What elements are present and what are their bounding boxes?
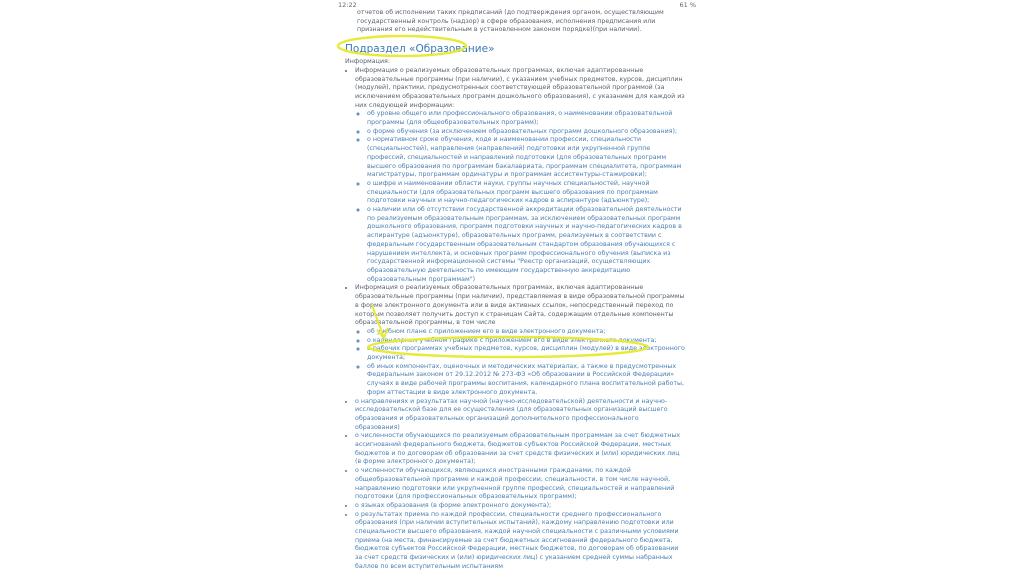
list-item [355,467,685,502]
list-item-text: о численности обучающихся, являющихся иностранными гражданами, по каждой общеобразовательной программе и каждой профессии, специальности, в том числе научной, направлению подготовки или укрупненной группе профессий, специальностей и направлений подготовки (для профессиональных образовательных программ); [355,467,675,501]
status-bar [338,0,696,9]
info-label: Информация: [345,58,390,66]
info-list [345,67,685,572]
list-item [355,284,685,397]
sub-list-item[interactable]: ◦ о шифре и наименовании области науки, группы научных специальностей, научной специальности (для образовательных программ высшего образования по программам подготовки научных и научно-педагогических кадров в аспирантуре (адъюнктуре); [367,180,685,206]
list-item [355,67,685,285]
sub-list-item[interactable]: ◦ о рабочих программах учебных предметов, курсов, дисциплин (модулей) в виде электронного документа; [367,345,685,362]
sub-list-item[interactable]: ◦ о нормативном сроке обучения, коде и наименовании профессии, специальности (специальностей), направления (направлений) подготовки или укрупненной группе профессий, специальностей и направлений подготовки (для образовательных программ высшего образования по программам бакалавриата, программам специалитета, программам магистратуры, программам ординатуры и программам ассистентуры-стажировки); [367,136,685,180]
document [345,9,685,572]
list-item-text: о направлениях и результатах научной (научно-исследовательской) деятельности и научно-исследовательской базе для ее осуществления (для образовательных организаций высшего образования и образовательных организаций дополнительного профессионального образования) [355,397,668,431]
list-item-text: о численности обучающихся по реализуемым образовательным программам за счет бюджетных ассигнований федерального бюджета, бюджетов субъектов Российской Федерации, местных бюджетов и по договорам об образовании за счет средств физических и (или) юридических лиц (в форме электронного документа); [355,432,681,466]
battery-level: 61 % [679,1,696,9]
list-item-text: Информация о реализуемых образовательных программах, включая адаптированные образовательные программы (при наличии), представляемая в виде образовательной программы в форме электронного документа или в виде активных ссылок, непосредственный переход по которым позволяет получить доступ к страницам Сайта, содержащим отдельные компоненты образовательной программы, в том числе [355,284,685,327]
intro-text: отчетов об исполнении таких предписаний (до подтверждения органом, осуществляющим государственный контроль (надзор) в сфере образования, исполнения предписания или признания его недействительным в установленном законом порядке)(при наличии). [357,9,664,34]
sub-list-item[interactable]: ◦ о форме обучения (за исключением образовательных программ дошкольного образования); [367,128,685,137]
list-item [355,502,685,511]
list-item [355,432,685,467]
sub-list [355,110,685,284]
list-item-text: Информация о реализуемых образовательных программах, включая адаптированные образовательные программы (при наличии), с указанием учебных предметов, курсов, дисциплин (модулей), практики, предусмотренных соответствующей образовательной программой (за исключением образовательных программ дошкольного образования), с указанием для каждой из них следующей информации: [355,66,685,109]
list-item-text: о языках образования (в форме электронного документа); [355,501,552,509]
status-time: 12:22 [338,1,357,9]
sub-list-item[interactable]: ◦ о календарном учебном графике с приложением его в виде электронного документа; [367,337,685,346]
list-item [355,398,685,433]
sub-list [355,328,685,398]
sub-list-item[interactable]: ◦ об уровне общего или профессионального образования, о наименовании образовательной программы (для общеобразовательных программ); [367,110,685,127]
list-item [355,511,685,572]
sub-list-item[interactable]: ◦ о наличии или об отсутствии государственной аккредитации образовательной деятельности по реализуемым образовательным программам, за исключением образовательных программ дошкольного образования, программ подготовки научных и научно-педагогических кадров в аспирантуре (адъюнктуре), образовательных программ, реализуемых в соответствии с федеральным государственным образовательным стандартом образования обучающихся с нарушением интеллекта, и основных программ профессионального обучения (выписка из государственной информационной системы "Реестр организаций, осуществляющих образовательную деятельность по имеющим государственную аккредитацию образовательным программам") [367,206,685,284]
list-item-text: о результатах приема по каждой профессии, специальности среднего профессионального образования (при наличии вступительных испытаний), каждому направлению подготовки или специальности высшего образования, каждой научной специальности с различными условиями приема (на места, финансируемые за счет бюджетных ассигнований федерального бюджета, бюджетов субъектов Российской Федерации, местных бюджетов, по договорам об образовании за счет средств физических и (или) юридических лиц) с указанием средней суммы набранных баллов по всем вступительным испытаниям [355,510,679,570]
sub-list-item[interactable]: ◦ об иных компонентах, оценочных и методических материалах, а также в предусмотренных Федеральным законом от 29.12.2012 № 273-ФЗ «Об образовании в Российской Федерации» случаях в виде рабочей программы воспитания, календарного плана воспитательной работы, форм аттестации в виде электронного документа. [367,363,685,398]
section-heading: Подраздел «Образование» [345,43,495,56]
sub-list-item[interactable]: ◦ об учебном плане с приложением его в виде электронного документа; [367,328,685,337]
